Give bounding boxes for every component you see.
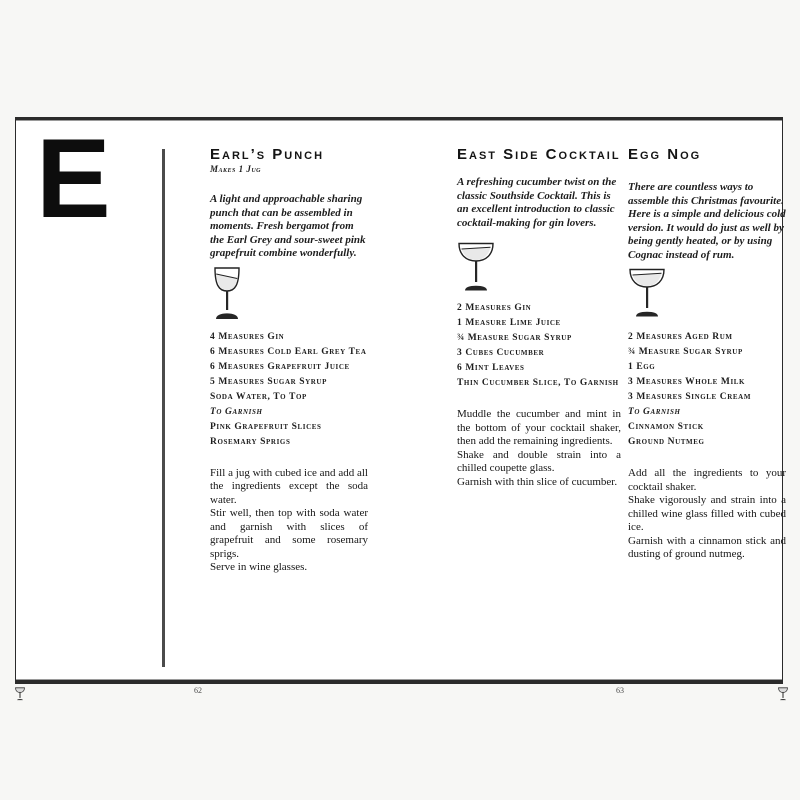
ingredient-line: ¾ Measure Sugar Syrup: [628, 347, 743, 357]
ingredients-list: [210, 330, 368, 450]
garnish-label: To Garnish: [210, 406, 263, 417]
recipe-title: East Side Cocktail: [457, 146, 621, 163]
ingredient-line: 1 Egg: [628, 362, 656, 372]
ingredient-line: 6 Measures Grapefruit Juice: [210, 361, 350, 372]
recipe-intro: There are countless ways to assemble this Christmas favourite. Here is a simple and delicious cold version. It would do just as well by being gently heated, or by using Cognac instead of rum.: [628, 181, 786, 261]
ingredient-line: Rosemary Sprigs: [210, 436, 291, 447]
garnish-label: To Garnish: [628, 407, 681, 417]
recipe-intro: A refreshing cucumber twist on the classic Southside Cocktail. This is an excellent introduction to classic cocktail-making for gin lovers.: [457, 176, 617, 229]
ingredient-line: 6 Mint Leaves: [457, 363, 525, 373]
method-step: Add all the ingredients to your cocktail shaker.: [628, 467, 786, 493]
ingredient-line: 3 Cubes Cucumber: [457, 348, 545, 358]
recipe-earls-punch: [210, 146, 368, 575]
section-divider-rule: [162, 149, 165, 667]
method-text: [457, 408, 621, 489]
wine-glass-icon: [210, 267, 244, 321]
recipe-title: Earl’s Punch: [210, 146, 325, 163]
ingredient-line: 4 Measures Gin: [210, 331, 285, 342]
method-step: Fill a jug with cubed ice and add all the ingredients except the soda water.: [210, 466, 368, 506]
method-text: [628, 467, 786, 562]
ingredient-line: 5 Measures Sugar Syrup: [210, 376, 327, 387]
method-step: Garnish with thin slice of cucumber.: [457, 475, 618, 488]
book-spread: [15, 116, 786, 684]
method-step: Serve in wine glasses.: [210, 561, 308, 573]
corner-glass-icon: [778, 687, 788, 701]
ingredient-line: 2 Measures Gin: [457, 303, 532, 313]
ingredients-list: [628, 330, 786, 450]
recipe-egg-nog: [628, 146, 786, 562]
method-step: Garnish with a cinnamon stick and dusting of ground nutmeg.: [628, 534, 786, 560]
recipe-east-side-cocktail: [457, 146, 621, 489]
method-step: Stir well, then top with soda water and garnish with slices of grapefruit and some rosemary sprigs.: [210, 507, 368, 560]
ingredient-line: Thin Cucumber Slice, To Garnish: [457, 378, 619, 388]
recipe-title: Egg Nog: [628, 146, 702, 163]
page-number-right: 63: [616, 686, 624, 695]
method-step: Shake and double strain into a chilled coupette glass.: [457, 448, 621, 474]
ingredient-line: Ground Nutmeg: [628, 437, 705, 447]
ingredient-line: ¾ Measure Sugar Syrup: [457, 333, 572, 343]
page-number-left: 62: [194, 686, 202, 695]
ingredient-line: Cinnamon Stick: [628, 422, 704, 432]
ingredient-line: Soda Water, To Top: [210, 391, 307, 402]
method-step: Muddle the cucumber and mint in the bottom of your cocktail shaker, then add the remaining ingredients.: [457, 408, 621, 447]
method-text: [210, 467, 368, 575]
coupe-glass-icon: [628, 268, 666, 318]
recipe-intro: A light and approachable sharing punch that can be assembled in moments. Fresh bergamot from the Earl Grey and sour-sweet pink grapefruit combine wonderfully.: [210, 193, 366, 259]
section-letter: E: [36, 116, 111, 241]
ingredient-line: 3 Measures Single Cream: [628, 392, 752, 402]
recipe-yield: Makes 1 Jug: [210, 164, 262, 174]
corner-glass-icon: [15, 687, 25, 701]
ingredient-line: 3 Measures Whole Milk: [628, 377, 746, 387]
ingredient-line: 6 Measures Cold Earl Grey Tea: [210, 346, 367, 357]
ingredient-line: 1 Measure Lime Juice: [457, 318, 561, 328]
ingredient-line: Pink Grapefruit Slices: [210, 421, 322, 432]
coupe-glass-icon: [457, 242, 495, 292]
ingredient-line: 2 Measures Aged Rum: [628, 332, 733, 342]
ingredients-list: [457, 301, 621, 391]
method-step: Shake vigorously and strain into a chilled wine glass filled with cubed ice.: [628, 494, 786, 533]
